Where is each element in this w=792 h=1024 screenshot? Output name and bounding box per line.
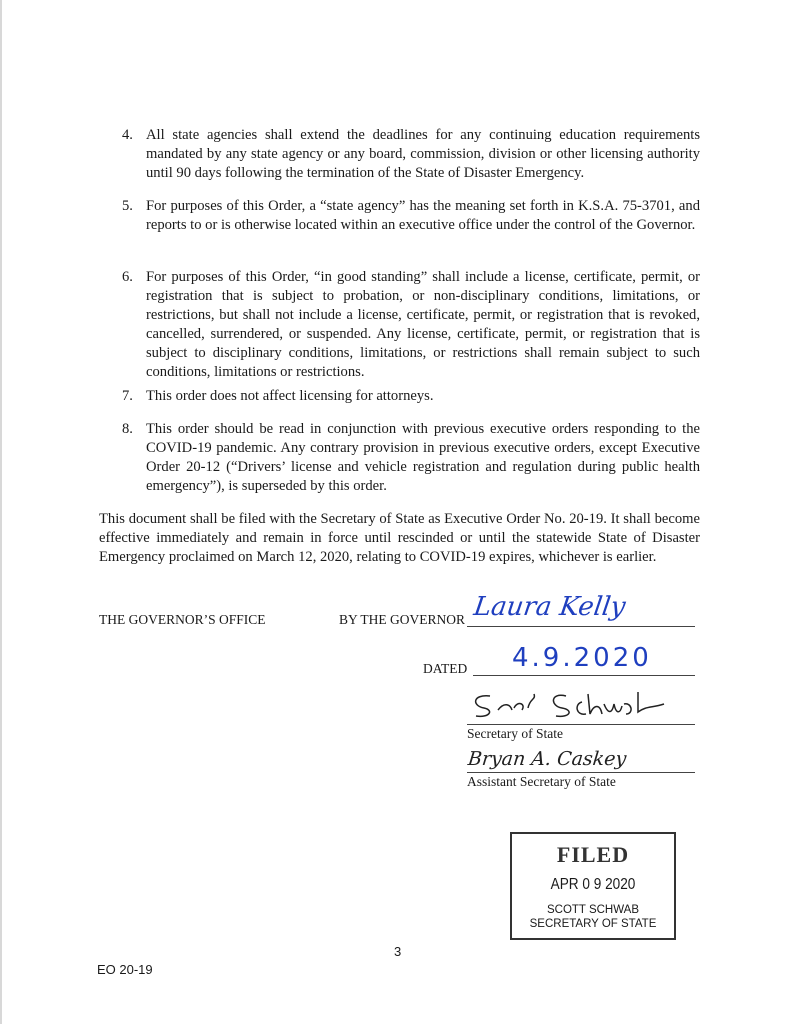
item-text: For purposes of this Order, a “state agency” has the meaning set forth in K.S.A. 75-3701, and reports to or is otherwise located within an executive office under the control of the Governor. xyxy=(146,198,700,233)
assistant-label: Assistant Secretary of State xyxy=(467,774,616,789)
governor-signature-line xyxy=(467,626,695,627)
list-item-5 xyxy=(122,197,700,235)
assistant-signature: Bryan A. Caskey xyxy=(466,748,628,770)
filed-stamp xyxy=(510,832,676,940)
dated-label: DATED xyxy=(423,661,468,676)
item-text: This order should be read in conjunction with previous executive orders responding to the COVID-19 pandemic. Any contrary provision in previous executive orders, except Executive Order 20-12 (“Drivers’ license and vehicle registration and regulation during public health emergency”), is superseded by this order. xyxy=(146,421,700,494)
dated-line xyxy=(473,675,695,676)
item-number: 6. xyxy=(122,269,133,285)
item-number: 7. xyxy=(122,388,133,404)
stamp-office: SECRETARY OF STATE xyxy=(529,918,657,930)
list-item-4 xyxy=(122,126,700,183)
footer-doc-id: EO 20-19 xyxy=(97,962,153,977)
stamp-date: APR 0 9 2020 xyxy=(550,876,636,893)
governor-signature: Laura Kelly xyxy=(471,592,628,622)
list-item-7 xyxy=(122,387,700,406)
item-number: 8. xyxy=(122,421,133,437)
governors-office-label: THE GOVERNOR’S OFFICE xyxy=(99,612,266,627)
item-number: 4. xyxy=(122,127,133,143)
list-item-8 xyxy=(122,420,700,496)
stamp-title: FILED xyxy=(556,842,630,867)
item-text: This order does not affect licensing for attorneys. xyxy=(146,388,434,404)
page-number: 3 xyxy=(394,944,402,959)
secretary-line xyxy=(467,724,695,725)
scan-edge xyxy=(0,0,2,1024)
closing-paragraph: This document shall be filed with the Secretary of State as Executive Order No. 20-19. It shall become effective immediately and remain in force until rescinded or until the statewide State of Disaster Emergency proclaimed on March 12, 2020, relating to COVID-19 expires, whichever is earlier. xyxy=(99,511,700,565)
list-item-6 xyxy=(122,268,700,382)
assistant-line xyxy=(467,772,695,773)
dated-value: 4.9.2020 xyxy=(512,643,652,673)
item-number: 5. xyxy=(122,198,133,214)
item-text: All state agencies shall extend the deadlines for any continuing education requirements mandated by any state agency or any board, commission, division or other licensing authority until 90 days following the termination of the State of Disaster Emergency. xyxy=(146,127,700,181)
secretary-signature xyxy=(470,690,690,724)
by-the-governor-label: BY THE GOVERNOR xyxy=(339,612,466,627)
stamp-name: SCOTT SCHWAB xyxy=(546,904,639,916)
secretary-label: Secretary of State xyxy=(467,726,563,741)
item-text: For purposes of this Order, “in good standing” shall include a license, certificate, permit, or registration that is subject to probation, or non-disciplinary conditions, limitations, or restrictions, but shall not include a license, certificate, permit, or registration that is revoked, cancelled, surrendered, or suspended. Any license, certificate, permit, or registration that is subject to disciplinary conditions, limitations, or restrictions shall remain subject to such conditions, limitations or restrictions. xyxy=(146,269,700,380)
